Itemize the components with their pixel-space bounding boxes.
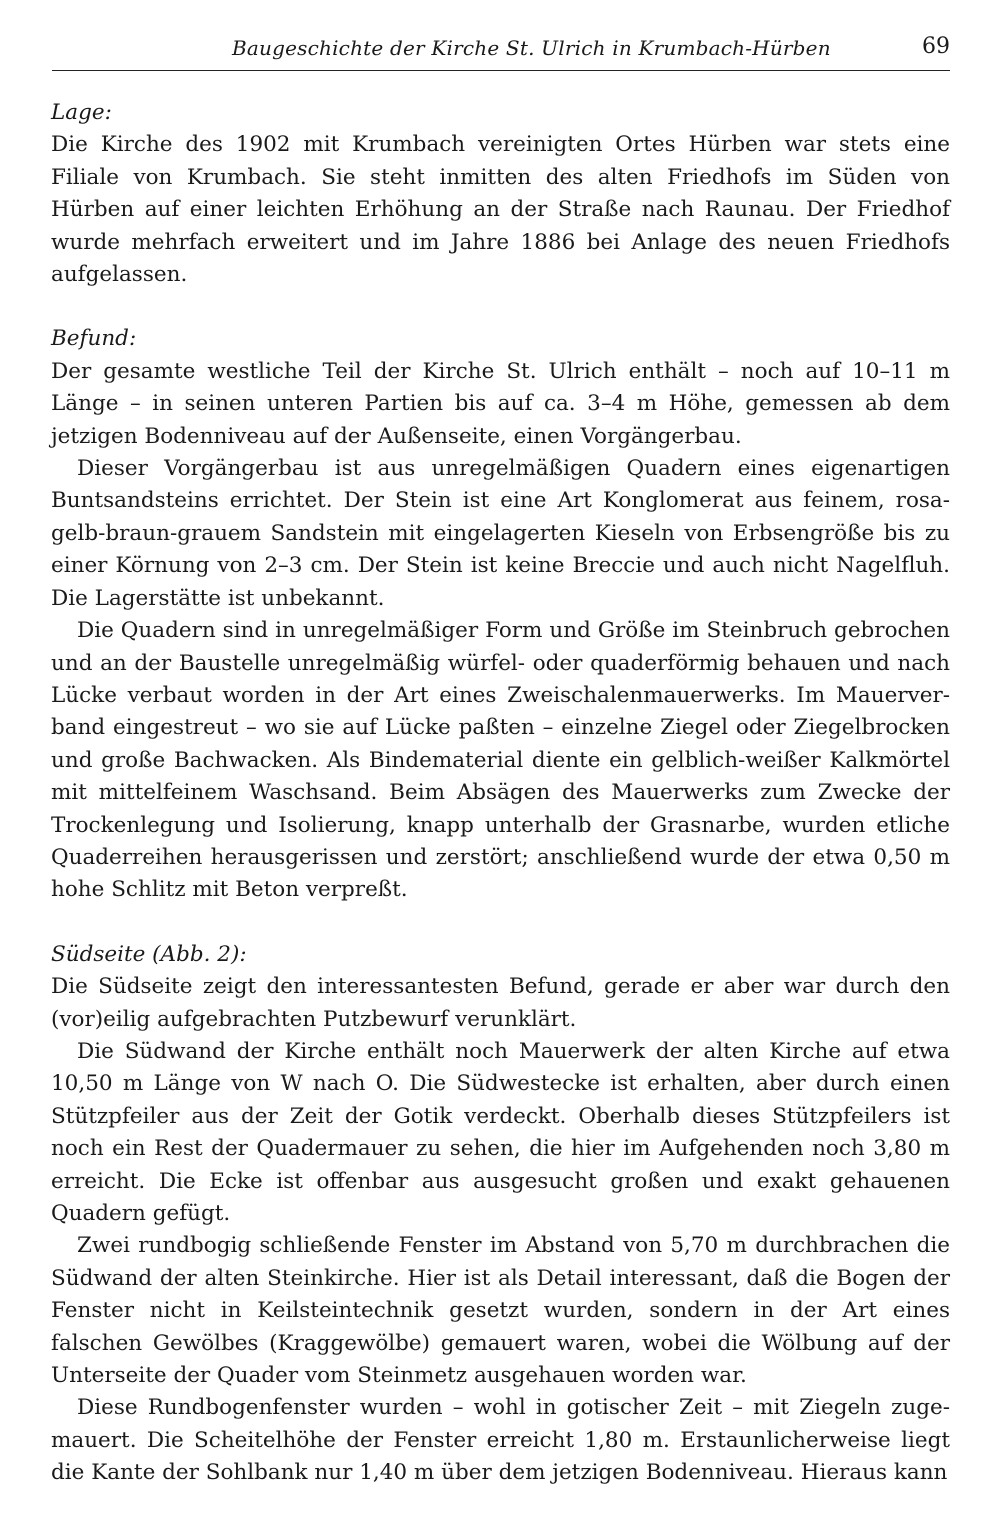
section-gap <box>51 907 950 939</box>
running-title: Baugeschichte der Kirche St. Ulrich in Krumbach-Hürben <box>232 36 831 60</box>
section-heading-lage: Lage: <box>51 100 112 125</box>
paragraph: Die Südseite zeigt den interessantesten Befund, gerade er aber war durch den (vor)eilig aufgebrachten Putzbewurf verunklärt. <box>51 974 950 1032</box>
paragraph: Die Kirche des 1902 mit Krumbach vereinigten Ortes Hürben war stets eine Filiale von Krumbach. Sie steht inmitten des alten Friedhofs im Süden von Hürben auf einer leichten Erhöhung an der Straße nach Raunau. Der Friedhof wurde mehrfach erweitert und im Jahre 1886 bei Anlage des neuen Friedhofs aufgelassen. <box>51 132 950 288</box>
paragraph: Der gesamte westliche Teil der Kirche St. Ulrich enthält – noch auf 10–11 m Länge – in seinen unteren Partien bis auf ca. 3–4 m Höhe, gemessen ab dem jetzigen Bodenniveau auf der Außenseite, einen Vorgängerbau. <box>51 358 950 449</box>
paragraph: Die Quadern sind in unregelmäßiger Form und Größe im Steinbruch gebrochen und an der Baustelle unregelmäßig würfel- oder quaderförmig behauen und nach Lücke verbaut worden in der Art eines Zweischalenmauerwerks. Im Mauerverband eingestreut – wo sie auf Lücke paßten – einzelne Ziegel oder Ziegelbrocken und große Bachwacken. Als Bindematerial diente ein gelblich-weißer Kalkmörtel mit mittelfeinem Waschsand. Beim Absägen des Mauerwerks zum Zwecke der Trockenlegung und Isolierung, knapp unterhalb der Grasnarbe, wurden etliche Quaderreihen herausgerissen und zerstört; anschließend wurde der etwa 0,50 m hohe Schlitz mit Beton verpreßt. <box>51 618 950 903</box>
section-heading-suedseite: Südseite (Abb. 2): <box>51 941 247 967</box>
page-header <box>52 34 950 70</box>
header-rule <box>52 70 950 71</box>
paragraph: Diese Rundbogenfenster wurden – wohl in gotischer Zeit – mit Ziegeln zugemauert. Die Scheitelhöhe der Fenster erreicht 1,80 m. Erstaunlicherweise liegt die Kante der Sohlbank nur 1,40 m über dem jetzigen Bodenniveau. Hieraus kann <box>51 1395 950 1486</box>
page-number: 69 <box>922 34 950 59</box>
section-heading-befund: Befund: <box>51 326 137 352</box>
body-text <box>51 97 950 1490</box>
paragraph: Die Südwand der Kirche enthält noch Mauerwerk der alten Kirche auf etwa 10,50 m Länge von W nach O. Die Südwestecke ist erhalten, aber durch einen Stützpfeiler aus der Zeit der Gotik verdeckt. Oberhalb dieses Stützpfeilers ist noch ein Rest der Quadermauer zu sehen, die hier im Aufgehenden noch 3,80 m erreicht. Die Ecke ist offenbar aus ausgesucht großen und exakt gehauenen Quadern gefügt. <box>51 1038 950 1226</box>
section-gap <box>51 291 950 323</box>
paragraph: Dieser Vorgängerbau ist aus unregelmäßigen Quadern eines eigenartigen Buntsandsteins errichtet. Der Stein ist eine Art Konglomerat aus feinem, rosa-gelb-braun-grauem Sandstein mit eingelagerten Kieseln von Erbsengröße bis zu einer Körnung von 2–3 cm. Der Stein ist keine Breccie und auch nicht Nagelfluh. Die Lagerstätte ist unbekannt. <box>51 456 950 611</box>
paragraph: Zwei rundbogig schließende Fenster im Abstand von 5,70 m durchbrachen die Südwand der alten Steinkirche. Hier ist als Detail interessant, daß die Bogen der Fenster nicht in Keilsteintechnik gesetzt wurden, sondern in der Art eines falschen Gewölbes (Kraggewölbe) gemauert waren, wobei die Wölbung auf der Unterseite der Quader vom Steinmetz ausgehauen worden war. <box>51 1233 950 1389</box>
